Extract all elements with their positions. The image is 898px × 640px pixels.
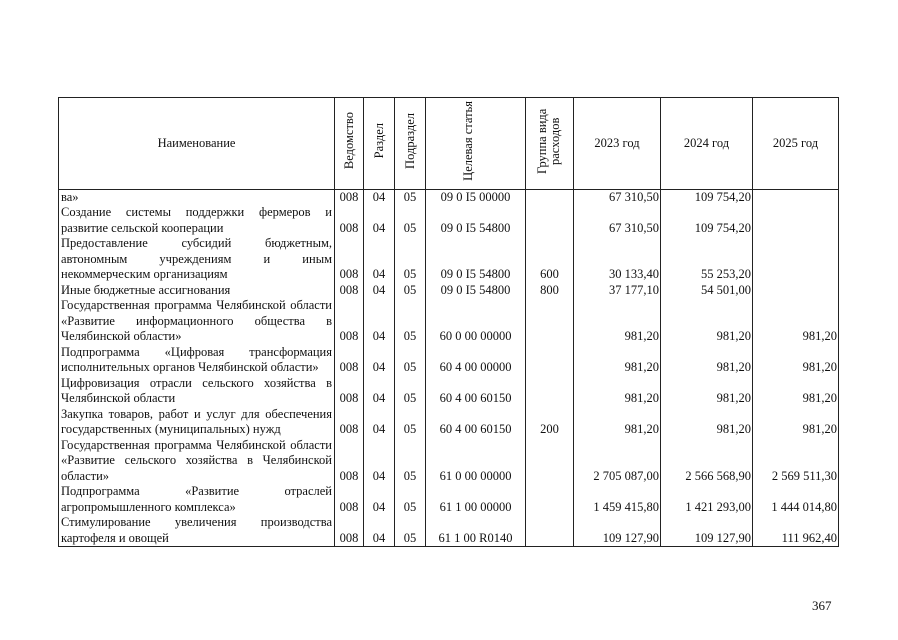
header-razdel: Раздел [364,98,395,190]
table-row [59,205,839,236]
row-razdel: 04 [364,515,395,547]
row-value-2023: 981,20 [574,345,661,376]
row-vedomstvo: 008 [335,298,364,345]
row-value-2023: 67 310,50 [574,189,661,205]
table-row [59,376,839,407]
row-value-2023: 981,20 [574,298,661,345]
row-target: 61 1 00 R0140 [426,515,526,547]
row-podrazdel: 05 [395,283,426,299]
row-value-2023: 109 127,90 [574,515,661,547]
row-vedomstvo: 008 [335,376,364,407]
header-2023: 2023 год [574,98,661,190]
row-value-2023: 981,20 [574,376,661,407]
row-name: Иные бюджетные ассигнования [59,283,335,299]
row-value-2024: 981,20 [661,345,753,376]
table-row [59,484,839,515]
row-target: 09 0 I5 00000 [426,189,526,205]
row-value-2023: 30 133,40 [574,236,661,283]
budget-page [58,97,838,547]
row-name: Создание системы поддержки фермеров и развитие сельской кооперации [59,205,335,236]
row-value-2024: 981,20 [661,376,753,407]
row-value-2023: 1 459 415,80 [574,484,661,515]
row-group [526,438,574,485]
row-value-2025: 981,20 [753,376,839,407]
row-group [526,376,574,407]
row-group [526,345,574,376]
row-value-2025: 111 962,40 [753,515,839,547]
table-row [59,189,839,205]
row-value-2023: 981,20 [574,407,661,438]
row-name: ва» [59,189,335,205]
row-group [526,205,574,236]
row-podrazdel: 05 [395,298,426,345]
page-number: 367 [812,598,832,613]
row-vedomstvo: 008 [335,236,364,283]
header-vedomstvo: Ведомство [335,98,364,190]
row-target: 60 4 00 00000 [426,345,526,376]
header-podrazdel: Подраздел [395,98,426,190]
row-vedomstvo: 008 [335,283,364,299]
row-group [526,189,574,205]
table-row [59,438,839,485]
table-body [59,189,839,547]
row-vedomstvo: 008 [335,438,364,485]
row-name: Закупка товаров, работ и услуг для обеспечения государственных (муниципальных) нужд [59,407,335,438]
row-value-2025 [753,236,839,283]
header-name: Наименование [59,98,335,190]
row-group [526,298,574,345]
row-value-2024: 109 754,20 [661,205,753,236]
row-value-2025: 981,20 [753,298,839,345]
row-target: 61 1 00 00000 [426,484,526,515]
row-target: 09 0 I5 54800 [426,236,526,283]
header-2024: 2024 год [661,98,753,190]
row-value-2025: 981,20 [753,407,839,438]
row-vedomstvo: 008 [335,515,364,547]
row-group: 600 [526,236,574,283]
row-razdel: 04 [364,236,395,283]
row-name: Подпрограмма «Развитие отраслей агропромышленного комплекса» [59,484,335,515]
row-vedomstvo: 008 [335,407,364,438]
row-value-2024: 55 253,20 [661,236,753,283]
row-value-2023: 37 177,10 [574,283,661,299]
row-vedomstvo: 008 [335,345,364,376]
row-value-2023: 67 310,50 [574,205,661,236]
row-group: 800 [526,283,574,299]
header-group: Группа вида расходов [526,98,574,190]
row-name: Подпрограмма «Цифровая трансформация исполнительных органов Челябинской области» [59,345,335,376]
row-value-2025 [753,205,839,236]
row-value-2024: 109 754,20 [661,189,753,205]
table-row [59,283,839,299]
row-name: Цифровизация отрасли сельского хозяйства в Челябинской области [59,376,335,407]
row-razdel: 04 [364,205,395,236]
row-vedomstvo: 008 [335,189,364,205]
row-target: 09 0 I5 54800 [426,283,526,299]
row-vedomstvo: 008 [335,205,364,236]
row-name: Стимулирование увеличения производства картофеля и овощей [59,515,335,547]
row-target: 60 4 00 60150 [426,376,526,407]
budget-table [58,97,839,547]
row-name: Государственная программа Челябинской области «Развитие сельского хозяйства в Челябинской области» [59,438,335,485]
row-value-2024: 981,20 [661,298,753,345]
table-row [59,236,839,283]
row-podrazdel: 05 [395,376,426,407]
row-podrazdel: 05 [395,484,426,515]
row-group [526,484,574,515]
row-podrazdel: 05 [395,189,426,205]
row-razdel: 04 [364,376,395,407]
row-vedomstvo: 008 [335,484,364,515]
header-2025: 2025 год [753,98,839,190]
row-target: 60 0 00 00000 [426,298,526,345]
row-name: Государственная программа Челябинской области «Развитие информационного общества в Челябинской области» [59,298,335,345]
row-target: 60 4 00 60150 [426,407,526,438]
row-razdel: 04 [364,438,395,485]
row-target: 09 0 I5 54800 [426,205,526,236]
table-row [59,515,839,547]
row-value-2024: 54 501,00 [661,283,753,299]
row-value-2024: 109 127,90 [661,515,753,547]
row-razdel: 04 [364,283,395,299]
row-value-2024: 1 421 293,00 [661,484,753,515]
row-podrazdel: 05 [395,345,426,376]
table-row [59,407,839,438]
row-razdel: 04 [364,189,395,205]
row-value-2025: 1 444 014,80 [753,484,839,515]
row-podrazdel: 05 [395,515,426,547]
table-header-row [59,98,839,190]
row-podrazdel: 05 [395,205,426,236]
row-value-2025 [753,283,839,299]
row-target: 61 0 00 00000 [426,438,526,485]
header-target: Целевая статья [426,98,526,190]
row-razdel: 04 [364,407,395,438]
table-row [59,345,839,376]
row-value-2023: 2 705 087,00 [574,438,661,485]
row-value-2025: 2 569 511,30 [753,438,839,485]
row-value-2024: 2 566 568,90 [661,438,753,485]
row-name: Предоставление субсидий бюджетным, автономным учреждениям и иным некоммерческим организациям [59,236,335,283]
row-value-2025: 981,20 [753,345,839,376]
row-razdel: 04 [364,345,395,376]
row-group [526,515,574,547]
row-razdel: 04 [364,298,395,345]
table-row [59,298,839,345]
row-group: 200 [526,407,574,438]
row-podrazdel: 05 [395,236,426,283]
row-podrazdel: 05 [395,438,426,485]
row-podrazdel: 05 [395,407,426,438]
row-value-2025 [753,189,839,205]
row-value-2024: 981,20 [661,407,753,438]
row-razdel: 04 [364,484,395,515]
